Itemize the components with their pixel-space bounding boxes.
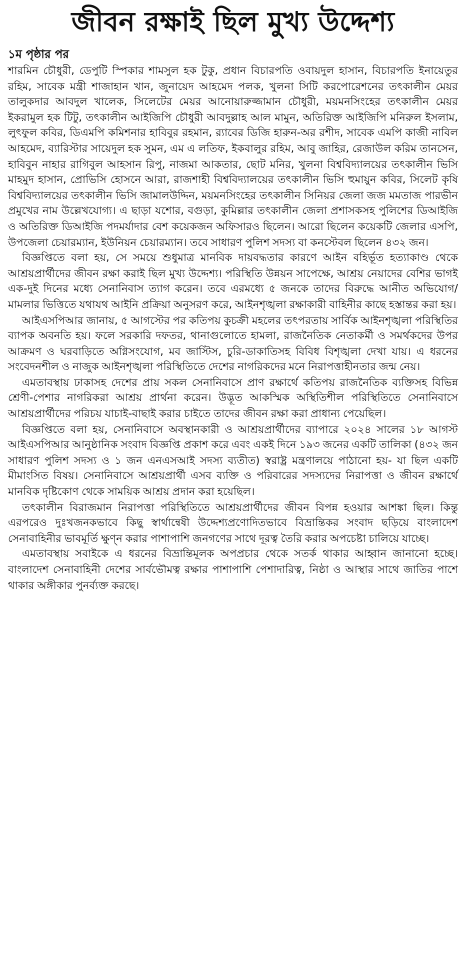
article-headline: জীবন রক্ষাই ছিল মুখ্য উদ্দেশ্য [71, 7, 395, 38]
article-paragraph: বিজ্ঞপ্তিতে বলা হয়, সে সময়ে শুধুমাত্র মানবিক দায়বদ্ধতার কারণে আইন বহির্ভূত হত্যাকাণ্ড থেকে আশ্রয়প্রার্থীদের জীবন রক্ষা করাই ছিল মুখ্য উদ্দেশ্য। পরিস্থিতি উন্নয়ন সাপেক্ষে, আশ্রয় নেয়াদের বেশির ভাগই এক-দুই দিনের মধ্যে সেনানিবাস ত্যাগ করেন। তবে এরমধ্যে ৫ জনকে তাদের বিরুদ্ধে আনীত অভিযোগ/মামলার ভিত্তিতে যথাযথ আইনি প্রক্রিয়া অনুসরণ করে, আইনশৃঙ্খলা রক্ষাকারী বাহিনীর কাছে হস্তান্তর করা হয়। [8, 252, 458, 311]
article-paragraph: বিজ্ঞপ্তিতে বলা হয়, সেনানিবাসে অবস্থানকারী ও আশ্রয়প্রার্থীদের ব্যাপারে ২০২৪ সালের ১৮ আগস্ট আইএসপিআর আনুষ্ঠানিক সংবাদ বিজ্ঞপ্তি প্রকাশ করে এবং একই দিনে ১৯৩ জনের একটি তালিকা (৪৩২ জন সাধারণ পুলিশ সদস্য ও ১ জন এনএসআই সদস্য ব্যতীত) স্বরাষ্ট্র মন্ত্রণালয়ে পাঠানো হয়- যা ছিল একটি মীমাংসিত বিষয়। সেনানিবাসে আশ্রয়প্রার্থী এসব ব্যক্তি ও পরিবারের সদস্যদের নিরাপত্তা ও জীবন রক্ষার্থে মানবিক দৃষ্টিকোণ থেকে সাময়িক আশ্রয় প্রদান করা হয়েছিল। [8, 423, 458, 499]
article-paragraph: এমতাবস্থায় ঢাকাসহ দেশের প্রায় সকল সেনানিবাসে প্রাণ রক্ষার্থে কতিপয় রাজনৈতিক ব্যক্তিসহ বিভিন্ন শ্রেণী-পেশার নাগরিকরা আশ্রয় প্রার্থনা করেন। উদ্ভূত আকস্মিক অস্থিতিশীল পরিস্থিতিতে সেনানিবাসে আশ্রয়প্রার্থীদের পরিচয় যাচাই-বাছাই করার চাইতে তাদের জীবন রক্ষা করা প্রাধান্য পেয়েছিল। [8, 376, 458, 421]
article-paragraph: তৎকালীন বিরাজমান নিরাপত্তা পরিস্থিতিতে আশ্রয়প্রার্থীদের জীবন বিপন্ন হওয়ার আশঙ্কা ছিল। কিন্তু এরপরেও দুঃখজনকভাবে কিছু স্বার্থান্বেষী উদ্দেশ্যপ্রণোদিতভাবে বিভ্রান্তিকর সংবাদ ছড়িয়ে বাংলাদেশ সেনাবাহিনীর ভাবমূর্তি ক্ষুণ্ন করার পাশাপাশি জনগণের সাথে দূরত্ব তৈরি করার অপচেষ্টা চালিয়ে যাচ্ছে। [8, 501, 458, 545]
article-paragraph: আইএসপিআর জানায়, ৫ আগস্টের পর কতিপয় কুচক্রী মহলের তৎপরতায় সার্বিক আইনশৃঙ্খলা পরিস্থিতির ব্যাপক অবনতি হয়। ফলে সরকারি দফতর, থানাগুলোতে হামলা, রাজনৈতিক নেতাকর্মী ও সমর্থকদের উপর আক্রমণ ও ঘরবাড়িতে অগ্নিসংযোগ, মব জাস্টিস, চুরি-ডাকাতিসহ বিবিধ বিশৃঙ্খলা দেখা যায়। এ ধরনের সংবেদনশীল ও নাজুক আইনশৃঙ্খলা পরিস্থিতিতে দেশের নাগরিকদের মনে নিরাপত্তাহীনতার জন্ম নেয়। [8, 314, 458, 374]
article-paragraph: এমতাবস্থায় সবাইকে এ ধরনের বিভ্রান্তিমূলক অপপ্রচার থেকে সতর্ক থাকার আহ্বান জানানো হচ্ছে। বাংলাদেশ সেনাবাহিনী দেশের সার্বভৌমত্ব রক্ষার পাশাপাশি পেশাদারিত্ব, নিষ্ঠা ও আস্থার সাথে জাতির পাশে থাকার অঙ্গীকার পুনর্ব্যক্ত করছে। [8, 548, 458, 592]
article-paragraph: শারমিন চৌধুরী, ডেপুটি স্পিকার শামসুল হক টুকু, প্রধান বিচারপতি ওবায়দুল হাসান, বিচারপতি ইনায়েতুর রহিম, সাবেক মন্ত্রী শাজাহান খান, জুনায়েদ আহমেদ পলক, খুলনা সিটি করপোরেশনের তৎকালীন মেয়র তালুকদার আবদুল খালেক, সিলেটের মেয়র আনোয়ারুজ্জামান চৌধুরী, ময়মনসিংহের তৎকালীন মেয়র ইকরামুল হক টিটু, তৎকালীন আইজিপি চৌধুরী আবদুল্লাহ আল মামুন, অতিরিক্ত আইজিপি মনিরুল ইসলাম, লুৎফুল কবির, ডিএমপি কমিশনার হাবিবুর রহমান, র‍্যাবের ডিজি হারুন-অর রশীদ, সাবেক এমপি কাজী নাবিল আহমেদ, ব্যারিস্টার সায়েদুল হক সুমন, এম এ লতিফ, ইকবালুর রহিম, আবু জাহির, রেজাউল করিম তানসেন, হাবিবুন নাহার রাগিবুল আহসান রিপু, নাজমা আকতার, ছোট মনির, খুলনা বিশ্ববিদ্যালয়ের তৎকালীন ভিসি মাহমুদ হাসান, প্রোভিসি হোসনে আরা, রাজশাহী বিশ্ববিদ্যালয়ের তৎকালীন ভিসি হুমায়ুন কবির, সিলেট কৃষি বিশ্ববিদ্যালয়ের তৎকালীন ভিসি জামালউদ্দিন, ময়মনসিংহের তৎকালীন সিনিয়র জেলা জজ মমতাজ পারভীন প্রমুখের নাম উল্লেখযোগ্য। এ ছাড়া যশোর, বগুড়া, কুমিল্লার তৎকালীন জেলা প্রশাসকসহ পুলিশের ডিআইজি ও অতিরিক্ত ডিআইজি পদমর্যাদার বেশ কয়েকজন অফিসারও ছিলেন। আরো ছিলেন কয়েকটি জেলার এসপি, উপজেলা চেয়ারম্যান, ইউনিয়ন চেয়ারম্যান। তবে সাধারণ পুলিশ সদস্য বা কনস্টেবল ছিলেন ৪৩২ জন। [8, 65, 458, 249]
continued-from-label: ১ম পৃষ্ঠার পর [8, 47, 69, 61]
